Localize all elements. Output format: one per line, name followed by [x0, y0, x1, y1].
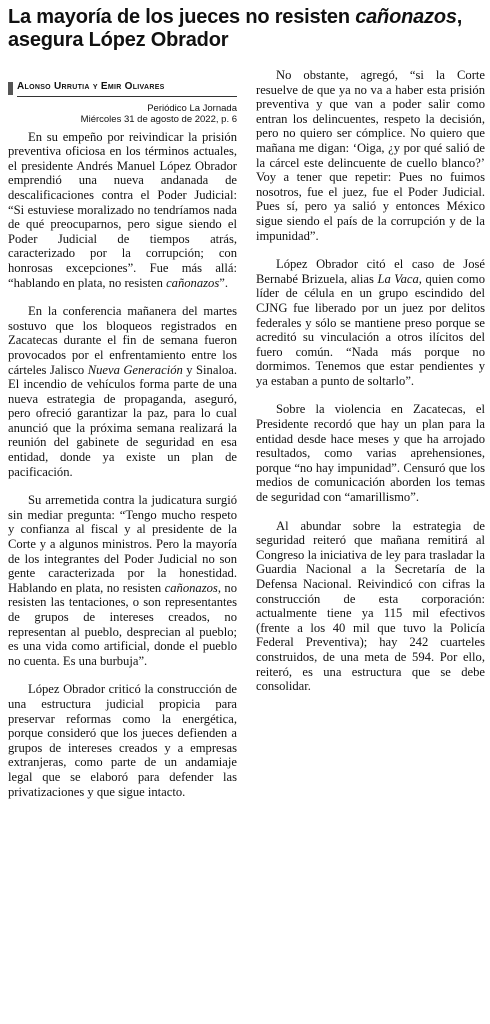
paragraph-8: Al abundar sobre la estrategia de seguridad reiteró que mañana remitirá al Congreso la iniciativa de ley para trasladar la Guardia Nacional a la Secretaría de la Defensa Nacional. Reivindicó con cifras la construcción de esta corporación: actualmente tiene ya 115 mil efectivos (frente a los 40 mil que tuvo la Policía Federal Preventiva); hay 242 cuarteles construidos, de una meta de 594. Por ello, reiteró, es una estructura que se debe consolidar.	[256, 518, 485, 694]
byline-marker	[8, 82, 13, 95]
byline-row	[8, 80, 237, 97]
paragraph-6	[256, 257, 485, 388]
right-column	[256, 68, 485, 694]
paragraph-2	[8, 304, 237, 479]
left-column	[8, 80, 237, 799]
paragraph-3-text-b: , no resisten las tentaciones, o son representantes de grupos de intereses creados, no representan al pueblo, desprecian al pueblo; es una vida como artificial, donde el pueblo no cuenta. Es una burbuja”.	[8, 580, 238, 668]
source-date: Miércoles 31 de agosto de 2022, p. 6	[80, 113, 237, 125]
source-info	[8, 103, 237, 125]
paragraph-2-text-a: En la conferencia mañanera del martes sostuvo que los bloqueos registrados en Zacatecas durante el fin de semana fueron provocados por el enfrentamiento entre los cárteles Jalisco	[8, 304, 237, 377]
paragraph-1-italic: cañonazos	[166, 275, 220, 290]
paragraph-1	[8, 130, 237, 291]
paragraph-6-text-b: , quien como líder de célula en un grupo escindido del CJNG fue liberado por un juez por delitos federales y sólo se mantiene preso porque se acreditó su vinculación a otros ilícitos del fuero común. “Nada más porque no dormimos. Tenemos que estar pendientes y ya estaban a punto de soltarlo”.	[256, 271, 485, 388]
paragraph-2-italic: Nueva Generación	[87, 362, 183, 377]
source-publication: Periódico La Jornada	[147, 102, 237, 114]
headline-part-1: La mayoría de los jueces no resisten	[8, 6, 356, 28]
paragraph-6-text-a: López Obrador citó el caso de José Bernabé Brizuela, alias	[256, 257, 485, 286]
paragraph-4: López Obrador criticó la construcción de una estructura judicial propicia para preservar reformas como la energética, porque consideró que los jueces defienden a grupos de intereses creados y a empresas extranjeras, como parte de un andamiaje legal que se elaboró para defender las privatizaciones y que sigue intacto.	[8, 682, 237, 799]
byline: Alonso Urrutia y Emir Olivares	[17, 80, 237, 97]
paragraph-7: Sobre la violencia en Zacatecas, el Presidente recordó que hay un plan para la entidad desde hace meses y que ha arrojado resultados, como varias aprehensiones, porque “no hay impunidad”. Censuró que los medios de comunicación aborden los temas de seguridad con “amarillismo”.	[256, 402, 485, 505]
paragraph-1-text-b: ”.	[219, 275, 229, 290]
headline-italic: cañonazos	[355, 6, 457, 28]
paragraph-3	[8, 493, 237, 668]
headline-part-2: , asegura López Obrador	[8, 6, 463, 51]
paragraph-5: No obstante, agregó, “si la Corte resuelve de que ya no va a haber esta prisión preventiva y que van a poder salir como entran los delincuentes, respeto la decisión, pero no quiero ser cómplice. No quiero que mañana me digan: ‘Oiga, ¿y por qué salió de la cárcel este delincuente de cuello blanco?’ Voy a tener que repetir: Pues no fuimos nosotros, fue el juez, fue el Poder Judicial. Pues sí, pero ya salió y entonces México sigue siendo el país de la corrupción y de la impunidad”.	[256, 68, 485, 243]
paragraph-1-text-a: En su empeño por reivindicar la prisión preventiva oficiosa en los términos actuales, el presidente Andrés Manuel López Obrador emprendió una nueva andanada de descalificaciones contra el Poder Judicial: “Si estuviese moralizado no tendríamos nada de qué preocuparnos, pero sigue siendo el Poder Judicial de tiempos atrás, caracterizado por la corrupción; con honrosas excepciones”. Fue más allá: “hablando en plata, no resisten	[8, 129, 237, 290]
headline	[8, 6, 486, 52]
paragraph-2-text-b: y Sinaloa. El incendio de vehículos forma parte de una nueva estrategia de propaganda, aseguró, pero ofreció garantizar la paz, para lo cual anunció que la próxima semana realizará la reunión del gabinete de seguridad en esa entidad, donde ya existe un plan de pacificación.	[8, 362, 237, 479]
paragraph-6-italic: La Vaca	[377, 271, 419, 286]
paragraph-3-text-a: Su arremetida contra la judicatura surgió sin mediar pregunta: “Tengo mucho respeto y confianza al fiscal y al presidente de la Corte y a algunos ministros. Pero la mayoría de los integrantes del Poder Judicial no son gente caracterizada por la honestidad. Hablando en plata, no resisten	[8, 493, 237, 595]
paragraph-3-italic: cañonazos	[164, 580, 218, 595]
